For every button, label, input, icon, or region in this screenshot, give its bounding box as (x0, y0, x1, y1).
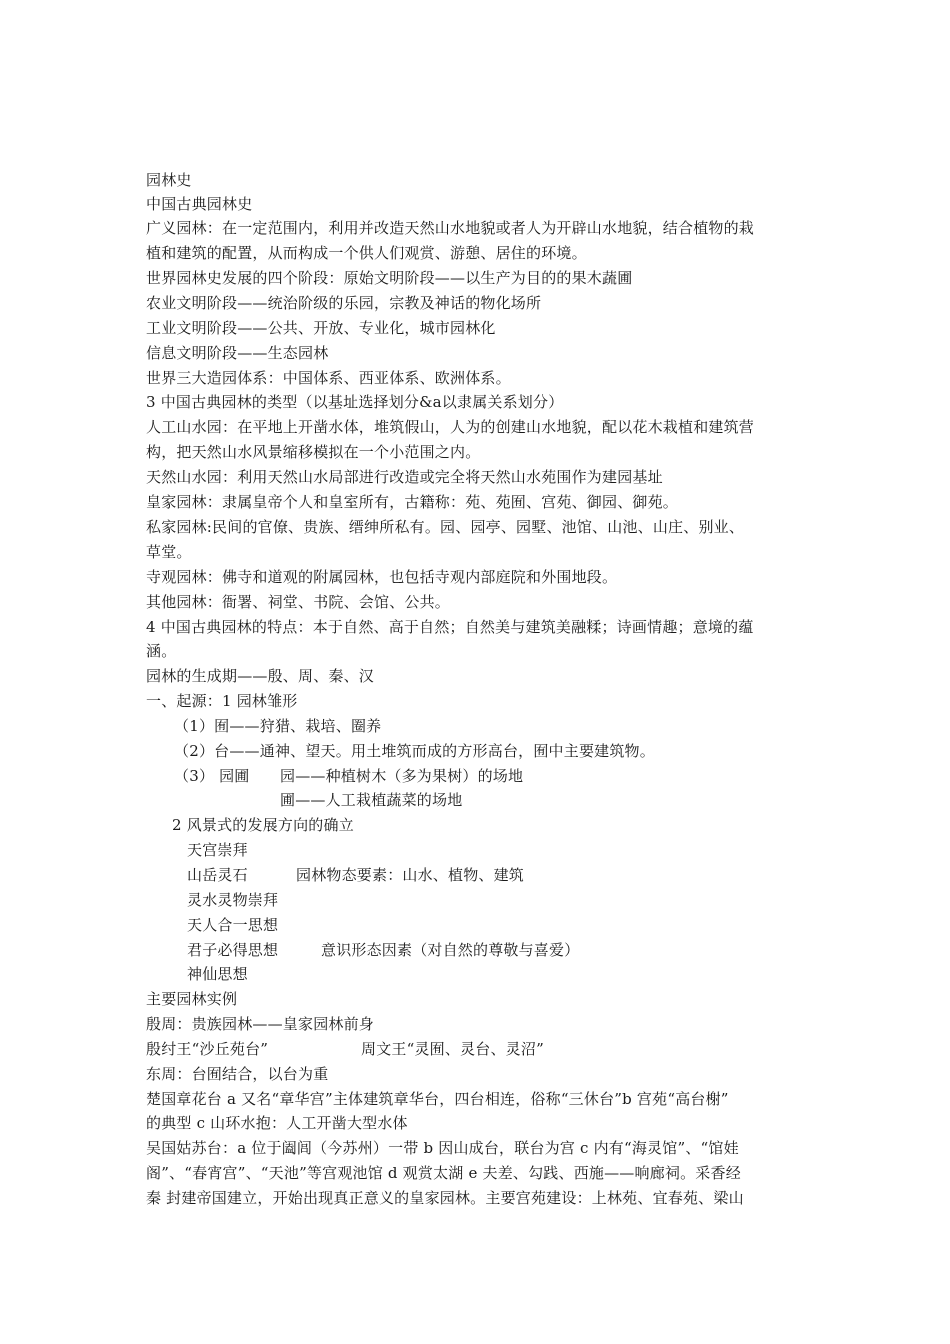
doc-title: 园林史 (146, 171, 192, 189)
subsection-heading: 2 风景式的发展方向的确立 (172, 816, 354, 834)
text-line: 4 中国古典园林的特点：本于自然、高于自然；自然美与建筑美融糅；诗画情趣；意境的蕴 (146, 618, 754, 636)
list-item: 神仙思想 (187, 965, 248, 983)
example-right: 周文王“灵囿、灵台、灵沼” (361, 1040, 544, 1058)
text-line: 私家园林:民间的官僚、贵族、缙绅所私有。园、园亭、园墅、池馆、山池、山庄、别业、 (146, 518, 745, 536)
text-line: 构，把天然山水风景缩移模拟在一个小范围之内。 (146, 443, 481, 461)
text-line: 其他园林：衙署、祠堂、书院、会馆、公共。 (146, 593, 451, 611)
list-item-label: 山岳灵石 (187, 866, 248, 884)
list-item: 灵水灵物崇拜 (187, 891, 279, 909)
list-item (187, 941, 580, 959)
text-line: 世界园林史发展的四个阶段：原始文明阶段——以生产为目的的果木蔬圃 (146, 269, 633, 287)
list-item-note: 园林物态要素：山水、植物、建筑 (296, 866, 525, 884)
text-line: 殷周：贵族园林——皇家园林前身 (146, 1015, 375, 1033)
list-item: （2）台——通神、望天。用土堆筑而成的方形高台，囿中主要建筑物。 (174, 742, 655, 760)
text-line: 寺观园林：佛寺和道观的附属园林，也包括寺观内部庭院和外围地段。 (146, 568, 618, 586)
text-line: 秦 封建帝国建立，开始出现真正意义的皇家园林。主要宫苑建设：上林苑、宜春苑、梁山 (146, 1189, 744, 1207)
section-heading: 中国古典园林史 (146, 195, 253, 213)
text-line: 楚国章花台 a 又名“章华宫”主体建筑章华台，四台相连，俗称“三休台”b 宫苑“高台榭” (146, 1090, 729, 1108)
text-line: 涵。 (146, 642, 177, 660)
text-line: 广义园林：在一定范围内，利用并改造天然山水地貌或者人为开辟山水地貌，结合植物的栽 (146, 219, 755, 237)
list-item (174, 767, 524, 785)
section-heading: 主要园林实例 (146, 990, 238, 1008)
example-left: 殷纣王“沙丘苑台” (146, 1040, 269, 1058)
text-line: 农业文明阶段——统治阶级的乐园，宗教及神话的物化场所 (146, 294, 542, 312)
list-item (187, 866, 525, 884)
text-line: 一、起源：1 园林雏形 (146, 692, 298, 710)
text-line: 工业文明阶段——公共、开放、专业化，城市园林化 (146, 319, 496, 337)
list-item-label: 君子必得思想 (187, 941, 279, 959)
text-line: 阁”、“春宵宫”、“天池”等宫观池馆 d 观赏太湖 e 夫差、勾践、西施——响廊祠。采香经 (146, 1164, 741, 1182)
list-item: 天宫崇拜 (187, 841, 248, 859)
text-line: 信息文明阶段——生态园林 (146, 344, 329, 362)
list-item-note: 意识形态因素（对自然的尊敬与喜爱） (321, 941, 580, 959)
text-line: 草堂。 (146, 543, 192, 561)
list-item: 天人合一思想 (187, 916, 279, 934)
text-line: 植和建筑的配置，从而构成一个供人们观赏、游憩、居住的环境。 (146, 244, 587, 262)
text-line: 吴国姑苏台：a 位于阖闾（今苏州）一带 b 因山成台，联台为宫 c 内有“海灵馆”、“馆娃 (146, 1139, 739, 1157)
text-line: 3 中国古典园林的类型（以基址选择划分&a以隶属关系划分） (146, 393, 564, 411)
list-item: （1）囿——狩猎、栽培、圈养 (174, 717, 382, 735)
text-line: 园林的生成期——殷、周、秦、汉 (146, 667, 375, 685)
list-item-detail: 园——种植树木（多为果树）的场地 (280, 767, 524, 785)
text-line: 世界三大造园体系：中国体系、西亚体系、欧洲体系。 (146, 369, 511, 387)
text-line: 皇家园林：隶属皇帝个人和皇室所有，古籍称：苑、苑囿、宫苑、御园、御苑。 (146, 493, 679, 511)
list-item-label: （3） 园圃 (174, 767, 250, 785)
text-line: 天然山水园：利用天然山水局部进行改造或完全将天然山水苑围作为建园基址 (146, 468, 663, 486)
text-line: 人工山水园：在平地上开凿水体，堆筑假山，人为的创建山水地貌，配以花木栽植和建筑营 (146, 418, 755, 436)
list-item-detail: 圃——人工栽植蔬菜的场地 (280, 791, 463, 809)
text-line: 的典型 c 山环水抱：人工开凿大型水体 (146, 1114, 408, 1132)
text-line (146, 1040, 544, 1058)
text-line: 东周：台囿结合，以台为重 (146, 1065, 329, 1083)
